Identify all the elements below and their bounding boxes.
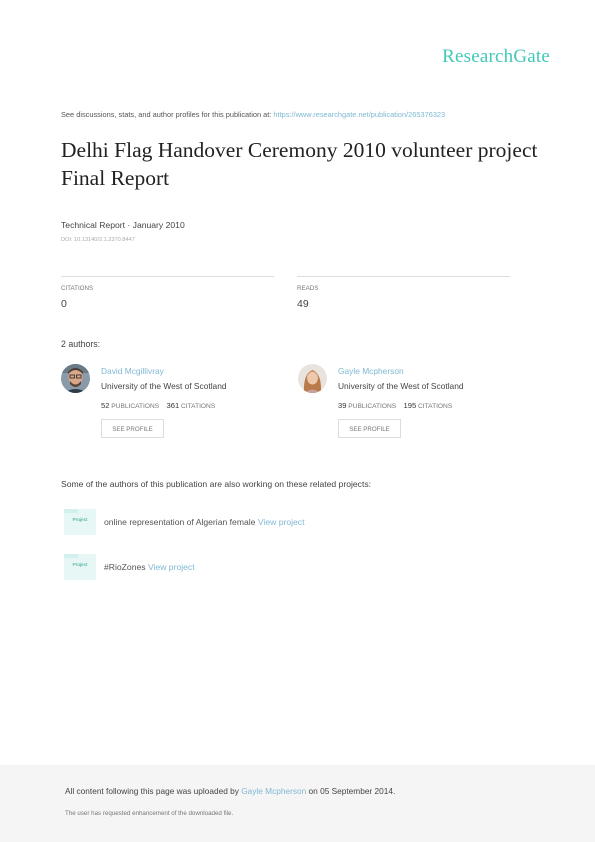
view-project-link[interactable]: View project	[257, 517, 305, 527]
author-name-link[interactable]: David Mcgillivray	[101, 366, 164, 376]
uploader-link[interactable]: Gayle Mcpherson	[241, 786, 307, 796]
see-profile-button[interactable]: SEE PROFILE	[338, 419, 401, 438]
author-citations-count: 361	[166, 401, 180, 410]
upload-info	[65, 786, 395, 796]
author-affiliation: University of the West of Scotland	[338, 381, 464, 391]
researchgate-logo[interactable]: ResearchGate	[442, 46, 550, 67]
author-citations-count: 195	[403, 401, 417, 410]
related-projects-heading: Some of the authors of this publication are also working on these related projects:	[61, 479, 372, 489]
project-name: online representation of Algerian female	[104, 517, 256, 527]
publication-title: Delhi Flag Handover Ceremony 2010 volunteer project Final Report	[61, 138, 538, 190]
citations-stat	[61, 276, 274, 310]
avatar-photo-icon	[298, 364, 327, 393]
author-publications-label: PUBLICATIONS	[111, 403, 160, 410]
project-icon	[64, 554, 96, 580]
author-citations-label: CITATIONS	[181, 403, 216, 410]
publication-doi: DOI: 10.13140/2.1.2370.8447	[61, 237, 135, 243]
authors-heading: 2 authors:	[61, 339, 101, 349]
upload-suffix: on 05 September 2014.	[308, 786, 396, 796]
enhancement-note: The user has requested enhancement of the downloaded file.	[65, 810, 234, 817]
author-avatar[interactable]	[61, 364, 90, 393]
publication-meta: Technical Report · January 2010	[61, 220, 185, 230]
view-project-link[interactable]: View project	[147, 562, 195, 572]
project-icon-label: Project	[72, 563, 88, 568]
project-text	[104, 517, 305, 527]
project-text	[104, 562, 195, 572]
author-stats	[101, 401, 215, 410]
author-affiliation: University of the West of Scotland	[101, 381, 227, 391]
citations-value: 0	[61, 298, 67, 310]
author-card	[61, 364, 271, 444]
reads-label: READS	[297, 285, 319, 292]
reads-stat	[297, 276, 510, 310]
discussion-text: See discussions, stats, and author profiles for this publication at:	[61, 110, 272, 119]
author-name-link[interactable]: Gayle Mcpherson	[338, 366, 404, 376]
discussion-line	[61, 110, 445, 119]
citations-label: CITATIONS	[61, 285, 94, 292]
upload-prefix: All content following this page was uploaded by	[65, 786, 239, 796]
see-profile-button[interactable]: SEE PROFILE	[101, 419, 164, 438]
author-stats	[338, 401, 452, 410]
publication-url-link[interactable]: https://www.researchgate.net/publication/265376323	[273, 110, 446, 119]
author-publications-label: PUBLICATIONS	[348, 403, 397, 410]
project-name: #RioZones	[104, 562, 146, 572]
author-card	[298, 364, 508, 444]
project-icon	[64, 509, 96, 535]
author-avatar[interactable]	[298, 364, 327, 393]
avatar-photo-icon	[61, 364, 90, 393]
project-icon-label: Project	[72, 518, 88, 523]
author-citations-label: CITATIONS	[418, 403, 453, 410]
reads-value: 49	[297, 298, 309, 310]
upload-footer	[0, 765, 595, 842]
author-publications-count: 39	[338, 401, 347, 410]
author-publications-count: 52	[101, 401, 110, 410]
